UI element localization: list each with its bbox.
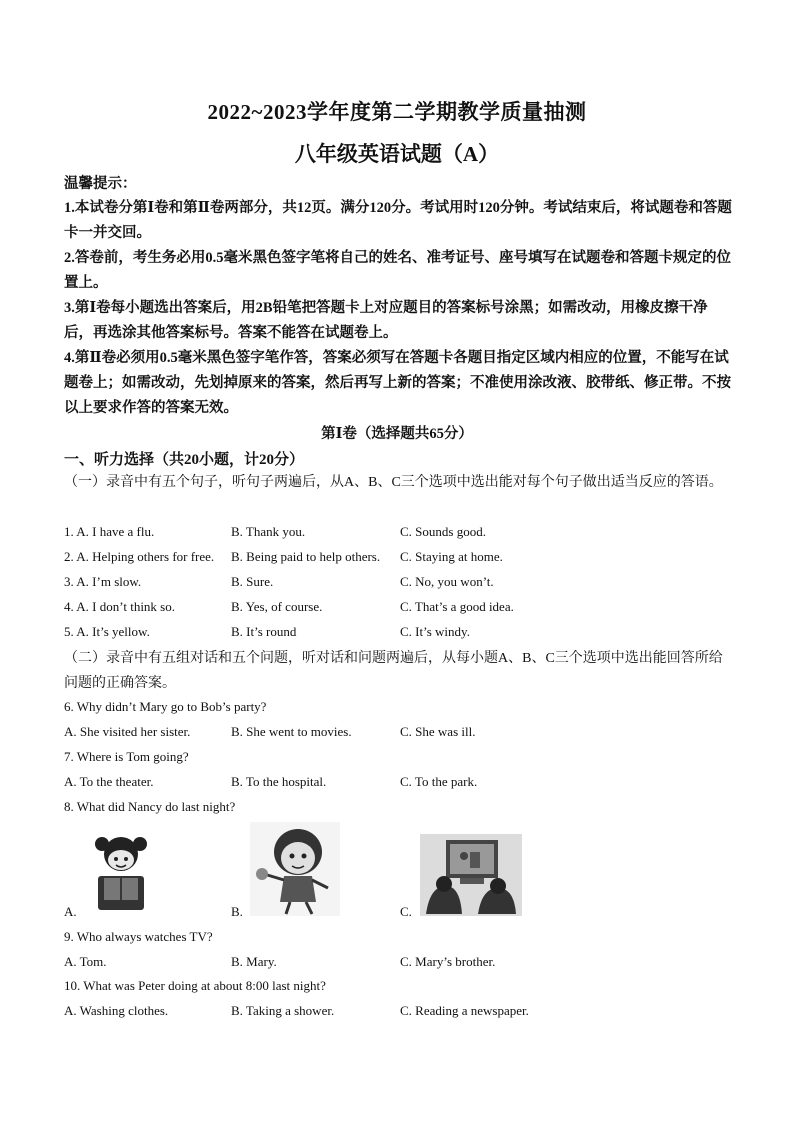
question-row [64, 524, 744, 544]
option-b: B. Thank you. [231, 524, 306, 539]
notice-item-1: 1.本试卷分第Ⅰ卷和第Ⅱ卷两部分，共12页。满分120分。考试用时120分钟。考试结束后，将试题卷和答题卡一并交回。 [64, 200, 732, 241]
notice-item-3: 3.第Ⅰ卷每小题选出答案后，用2B铅笔把答题卡上对应题目的答案标号涂黑；如需改动，用橡皮擦干净后，再选涂其他答案标号。答案不能答在试题卷上。 [64, 300, 708, 341]
option-a: 5. A. It’s yellow. [64, 624, 150, 639]
option-c: C. To the park. [400, 774, 478, 789]
exam-title: 2022~2023学年度第二学期教学质量抽测 [207, 100, 587, 124]
option-a: A. She visited her sister. [64, 724, 191, 739]
q7-stem: 7. Where is Tom going? [64, 749, 189, 764]
part1-title: 第Ⅰ卷（选择题共65分） [321, 426, 473, 442]
q6-stem: 6. Why didn’t Mary go to Bob’s party? [64, 699, 267, 714]
question-stem [64, 978, 744, 998]
option-c-label: C. [400, 904, 412, 919]
option-a: A. To the theater. [64, 774, 154, 789]
option-c: C. That’s a good idea. [400, 599, 514, 614]
option-a: A. Tom. [64, 954, 107, 969]
option-a: 3. A. I’m slow. [64, 574, 142, 589]
option-a: 2. A. Helping others for free. [64, 549, 215, 564]
question-stem [64, 799, 744, 819]
question-row [64, 549, 744, 569]
question-row [64, 574, 744, 594]
option-c: C. No, you won’t. [400, 574, 494, 589]
question-row [64, 1003, 744, 1023]
exam-subtitle: 八年级英语试题（A） [294, 142, 500, 166]
q10-stem: 10. What was Peter doing at about 8:00 last night? [64, 978, 326, 993]
question-row [64, 624, 744, 644]
notice-heading: 温馨提示： [64, 176, 137, 192]
question-row [64, 774, 744, 794]
option-b: B. To the hospital. [231, 774, 327, 789]
option-b: B. Being paid to help others. [231, 549, 381, 564]
notice-item-4: 4.第Ⅱ卷必须用0.5毫米黑色签字笔作答，答案必须写在答题卡各题目指定区域内相应的位置，不能写在试题卷上；如需改动，先划掉原来的答案，然后再写上新的答案；不准使用涂改液、胶带纸、修正带。不按以上要求作答的答案无效。 [64, 350, 731, 416]
option-b: B. Mary. [231, 954, 277, 969]
option-c: C. Mary’s brother. [400, 954, 496, 969]
option-b: B. Taking a shower. [231, 1003, 335, 1018]
sub2-instruction: （二）录音中有五组对话和五个问题，听对话和问题两遍后，从每小题A、B、C三个选项中选出能回答所给问题的正确答案。 [64, 651, 723, 691]
question-stem [64, 749, 744, 769]
watching-tv-picture [420, 834, 522, 916]
girl-reading-picture [80, 832, 162, 914]
section1-title: 一、听力选择（共20小题，计20分） [64, 452, 305, 468]
question-row [64, 954, 744, 974]
option-b: B. Yes, of course. [231, 599, 323, 614]
option-c: C. She was ill. [400, 724, 476, 739]
option-b: B. She went to movies. [231, 724, 352, 739]
girl-playing-picture [250, 822, 340, 916]
option-c: C. Sounds good. [400, 524, 486, 539]
option-a-label: A. [64, 904, 77, 919]
question-row [64, 724, 744, 744]
option-c: C. Reading a newspaper. [400, 1003, 529, 1018]
q9-stem: 9. Who always watches TV? [64, 929, 213, 944]
option-b: B. Sure. [231, 574, 274, 589]
question-stem [64, 929, 744, 949]
option-b: B. It’s round [231, 624, 297, 639]
option-a: 1. A. I have a flu. [64, 524, 155, 539]
option-b-label: B. [231, 904, 243, 919]
question-stem [64, 699, 744, 719]
notice-item-2: 2.答卷前，考生务必用0.5毫米黑色签字笔将自己的姓名、准考证号、座号填写在试题卷和答题卡规定的位置上。 [64, 250, 731, 291]
sub1-instruction: （一）录音中有五个句子，听句子两遍后，从A、B、C三个选项中选出能对每个句子做出适当反应的答语。 [64, 475, 723, 490]
option-c: C. Staying at home. [400, 549, 503, 564]
q8-stem: 8. What did Nancy do last night? [64, 799, 236, 814]
question-row [64, 599, 744, 619]
option-a: A. Washing clothes. [64, 1003, 169, 1018]
option-a: 4. A. I don’t think so. [64, 599, 175, 614]
option-c: C. It’s windy. [400, 624, 470, 639]
